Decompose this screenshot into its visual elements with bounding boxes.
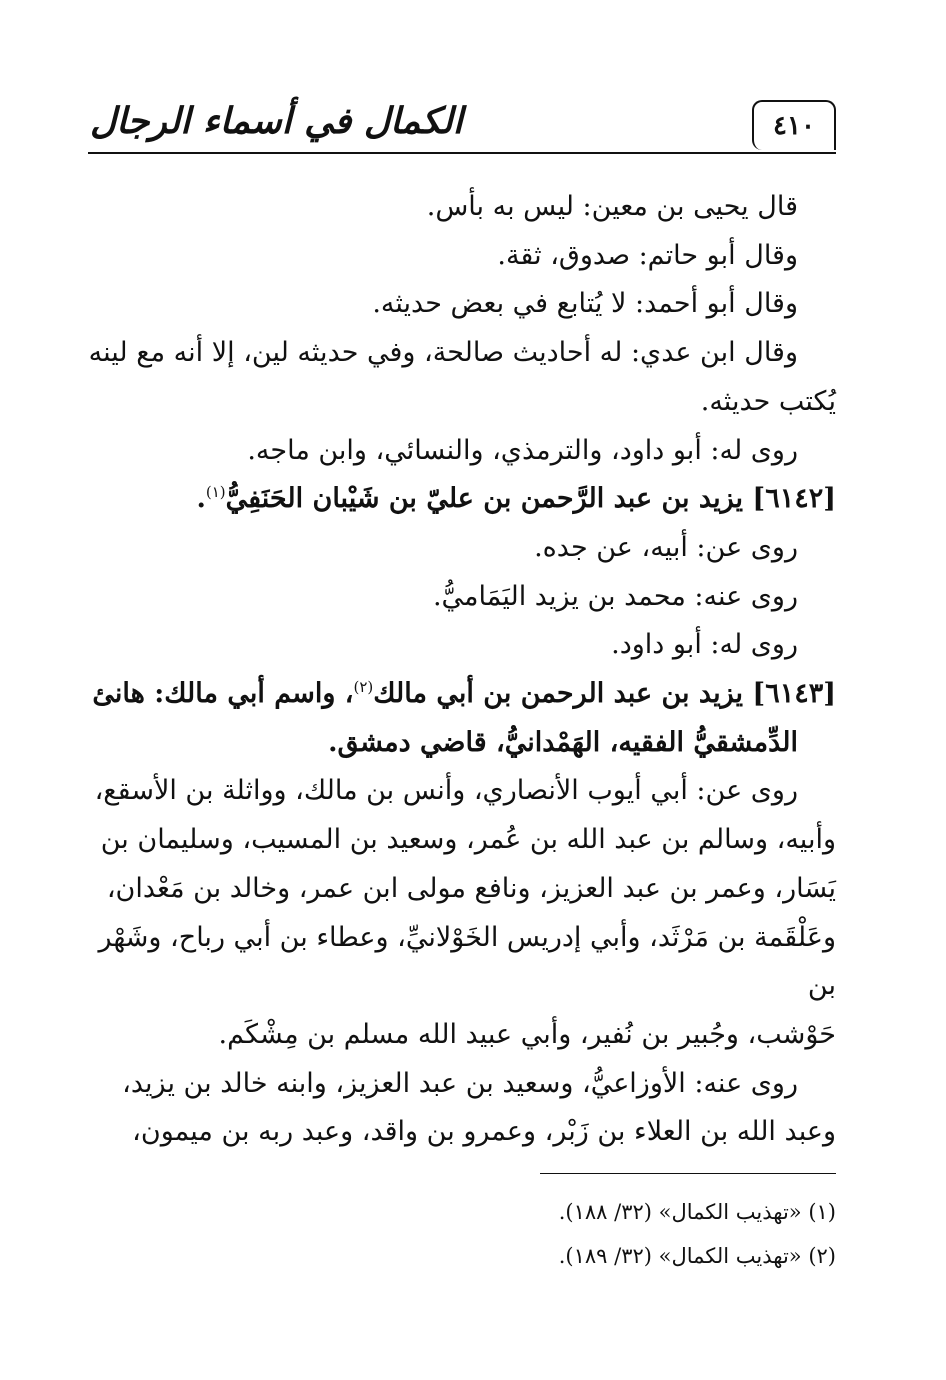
footnote: (٢) «تهذيب الكمال» (٣٢/ ١٨٩).	[558, 1244, 836, 1268]
text-line: وقال أبو حاتم: صدوق، ثقة.	[497, 239, 798, 271]
header-rule	[88, 152, 836, 154]
running-title: الكمال في أسماء الرجال	[90, 100, 463, 142]
text-line: قال يحيى بن معين: ليس به بأس.	[426, 191, 798, 222]
footnote-ref: (٢)	[353, 678, 374, 697]
entry-end: .	[196, 483, 206, 515]
page-header	[88, 100, 836, 156]
page-number: ٤١٠	[752, 100, 836, 150]
footnotes	[88, 1190, 836, 1278]
footnote-ref: (١)	[205, 483, 226, 502]
footnote-rule	[540, 1173, 836, 1174]
entry-title: [٦١٤٣] يزيد بن عبد الرحمن بن أبي مالك	[373, 678, 836, 710]
text-line: يُكتب حديثه.	[700, 385, 836, 417]
text-line: وأبيه، وسالم بن عبد الله بن عُمر، وسعيد بن المسيب، وسليمان بن	[100, 824, 836, 856]
footnote: (١) «تهذيب الكمال» (٣٢/ ١٨٨).	[558, 1200, 836, 1224]
entry-heading-6142	[88, 475, 836, 524]
text-line: وقال أبو أحمد: لا يُتابع في بعض حديثه.	[372, 288, 798, 320]
text-line: روى له: أبو داود.	[611, 629, 798, 661]
text-line: وقال ابن عدي: له أحاديث صالحة، وفي حديثه لين، إلا أنه مع لينه	[88, 337, 798, 369]
text-line: روى عن: أبي أيوب الأنصاري، وأنس بن مالك، وواثلة بن الأسقع،	[94, 775, 798, 807]
text-line: روى عنه: محمد بن يزيد اليَمَاميُّ.	[432, 580, 798, 612]
text-line: روى عنه: الأوزاعيُّ، وسعيد بن عبد العزيز، وابنه خالد بن يزيد،	[122, 1067, 798, 1099]
body-text	[88, 183, 836, 1157]
entry-title: [٦١٤٢] يزيد بن عبد الرَّحمن بن عليّ بن شَيْبان الحَنَفِيُّ	[225, 483, 836, 515]
text-line: وعَلْقَمة بن مَرْثَد، وأبي إدريس الخَوْلانيِّ، وعطاء بن أبي رباح، وشَهْر بن	[98, 921, 836, 1002]
text-line: وعبد الله بن العلاء بن زَبْر، وعمرو بن واقد، وعبد ربه بن ميمون،	[132, 1116, 836, 1148]
page	[88, 0, 836, 1380]
entry-title-cont: ، واسم أبي مالك: هانئ	[92, 678, 354, 710]
text-line: روى عن: أبيه، عن جده.	[534, 531, 798, 563]
entry-heading-line2: الدِّمشقيُّ الفقيه، الهَمْدانيُّ، قاضي دمشق.	[328, 726, 798, 758]
text-line: حَوْشب، وجُبير بن نُفير، وأبي عبيد الله مسلم بن مِشْكَم.	[218, 1018, 836, 1050]
text-line: روى له: أبو داود، والترمذي، والنسائي، وابن ماجه.	[247, 434, 798, 466]
text-line: يَسَار، وعمر بن عبد العزيز، ونافع مولى ابن عمر، وخالد بن مَعْدان،	[106, 872, 836, 904]
entry-heading-6143	[88, 670, 836, 719]
